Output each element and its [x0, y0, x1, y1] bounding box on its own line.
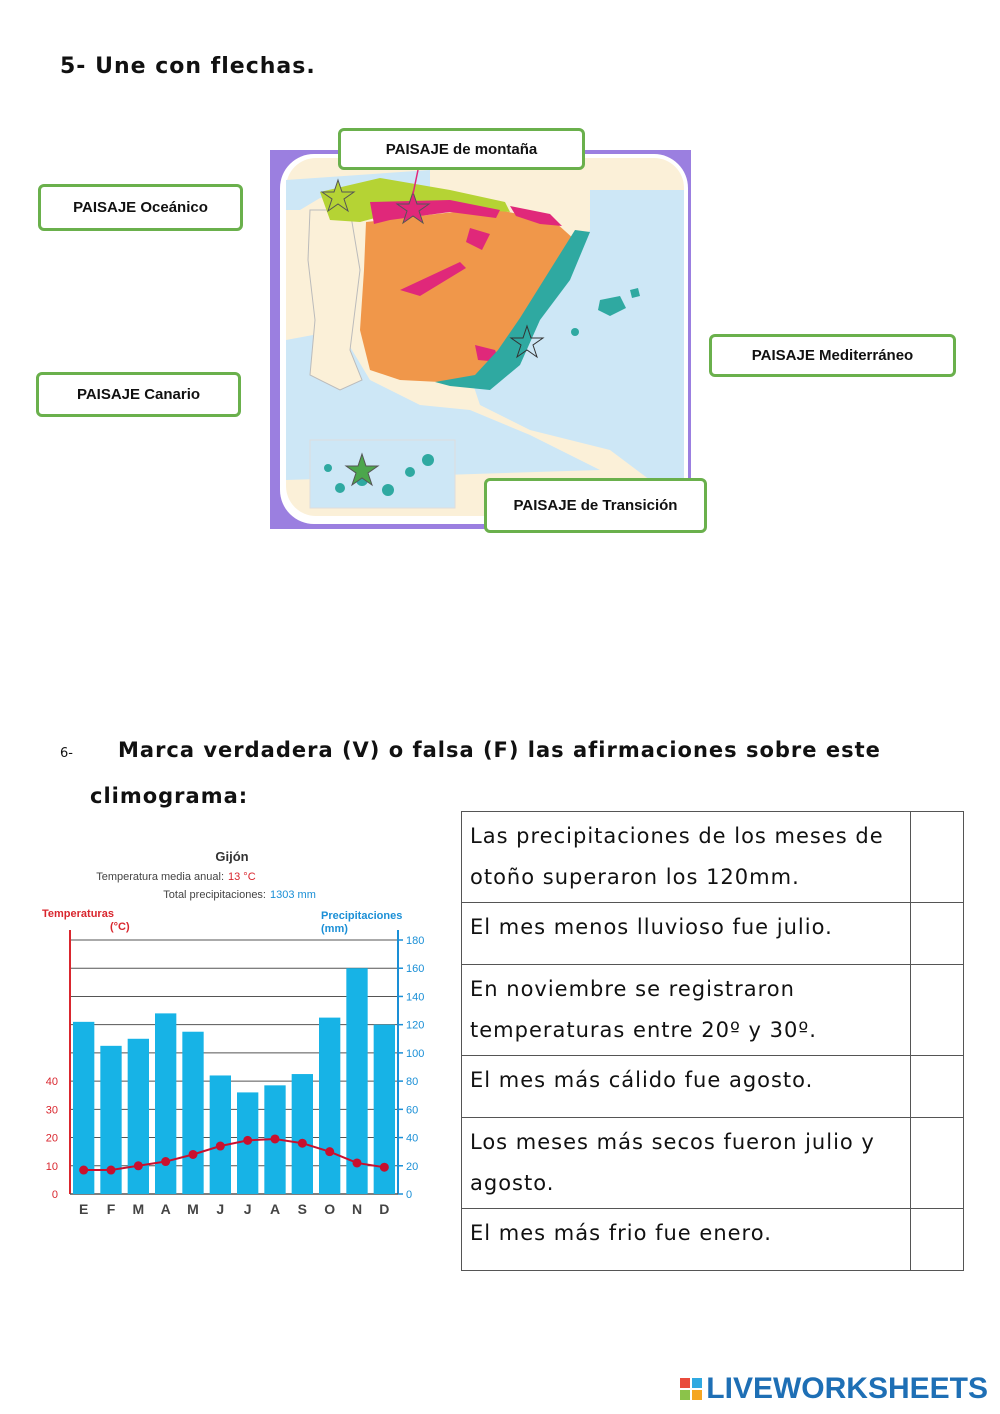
answer-cell[interactable] [911, 965, 964, 1056]
statement-text: Los meses más secos fueron julio y agosto. [462, 1118, 911, 1209]
answer-cell[interactable] [911, 1118, 964, 1209]
temperature-point [189, 1150, 198, 1159]
month-label: E [78, 1201, 89, 1217]
question-6-number: 6- [60, 746, 73, 761]
right-tick-label: 140 [406, 991, 425, 1004]
question-6-title-line1: Marca verdadera (V) o falsa (F) las afirmaciones sobre este [118, 738, 881, 762]
temperature-point [161, 1157, 170, 1166]
chart-subtitle-temp-value: 13 °C [228, 871, 256, 883]
temperature-point [243, 1136, 252, 1145]
temperature-point [134, 1161, 143, 1170]
statement-row [462, 903, 964, 965]
month-label: N [351, 1201, 363, 1217]
right-tick-label: 180 [406, 935, 425, 947]
statement-text: Las precipitaciones de los meses de otoño superaron los 120mm. [462, 812, 911, 903]
label-paisaje-canario[interactable]: PAISAJE Canario [36, 372, 241, 417]
statement-text: En noviembre se registraron temperaturas entre 20º y 30º. [462, 965, 911, 1056]
liveworksheets-logo [680, 1372, 988, 1406]
temperature-point [325, 1147, 334, 1156]
chart-subtitle-temp-label: Temperatura media anual: [96, 871, 224, 883]
logo-icon [680, 1378, 702, 1400]
answer-cell[interactable] [911, 812, 964, 903]
month-label: M [187, 1201, 199, 1217]
temperature-point [216, 1142, 225, 1151]
right-tick-label: 0 [406, 1189, 413, 1201]
chart-title: Gijón [215, 849, 249, 864]
spain-landscape-map [270, 150, 691, 529]
precipitation-bar [319, 1018, 340, 1194]
month-label: F [106, 1201, 116, 1217]
answer-cell[interactable] [911, 1056, 964, 1118]
statement-row [462, 1056, 964, 1118]
question-6-title-line2: climograma: [90, 784, 249, 808]
chart-subtitle-prec-value: 1303 mm [270, 889, 316, 901]
label-paisaje-montana[interactable]: PAISAJE de montaña [338, 128, 585, 170]
label-paisaje-transicion[interactable]: PAISAJE de Transición [484, 478, 707, 533]
right-tick-label: 80 [406, 1076, 419, 1089]
temperature-point [298, 1139, 307, 1148]
temperature-point [271, 1134, 280, 1143]
temperature-point [380, 1163, 389, 1172]
month-label: J [216, 1201, 225, 1217]
question-5-title: 5- Une con flechas. [60, 54, 316, 79]
answer-cell[interactable] [911, 1209, 964, 1271]
left-tick-label: 30 [45, 1104, 58, 1117]
left-tick-label: 20 [45, 1132, 58, 1145]
statement-text: El mes más cálido fue agosto. [462, 1056, 911, 1118]
statement-row [462, 965, 964, 1056]
temperature-point [353, 1158, 362, 1167]
right-tick-label: 100 [406, 1047, 425, 1060]
temperature-point [107, 1166, 116, 1175]
chart-right-axis-label-2: (mm) [321, 923, 348, 935]
precipitation-bar [210, 1075, 231, 1194]
chart-left-axis-label-2: (°C) [110, 921, 130, 933]
logo-text: LIVEWORKSHEETS [706, 1372, 988, 1405]
left-tick-label: 40 [45, 1076, 58, 1089]
right-tick-label: 160 [406, 963, 425, 976]
precipitation-bar [155, 1013, 176, 1194]
label-paisaje-oceanico[interactable]: PAISAJE Oceánico [38, 184, 243, 231]
true-false-table [461, 811, 964, 1271]
right-tick-label: 60 [406, 1104, 419, 1117]
chart-subtitle-prec-label: Total precipitaciones: [163, 889, 266, 901]
precipitation-bar [292, 1074, 313, 1194]
month-label: D [379, 1201, 390, 1217]
precipitation-bar [182, 1032, 203, 1194]
precipitation-bar [128, 1039, 149, 1194]
climograma-chart [38, 842, 433, 1222]
chart-right-axis-label-1: Precipitaciones [321, 910, 403, 922]
left-tick-label: 0 [51, 1189, 58, 1201]
right-tick-label: 20 [406, 1160, 419, 1173]
temperature-point [79, 1166, 88, 1175]
statement-row [462, 1209, 964, 1271]
month-label: S [297, 1201, 308, 1217]
month-label: O [324, 1201, 336, 1217]
month-label: A [269, 1201, 281, 1217]
statement-text: El mes más frio fue enero. [462, 1209, 911, 1271]
statement-text: El mes menos lluvioso fue julio. [462, 903, 911, 965]
statement-row [462, 812, 964, 903]
statement-row [462, 1118, 964, 1209]
month-label: M [132, 1201, 145, 1217]
label-paisaje-mediterraneo[interactable]: PAISAJE Mediterráneo [709, 334, 956, 377]
month-label: A [160, 1201, 171, 1217]
right-tick-label: 40 [406, 1132, 419, 1145]
answer-cell[interactable] [911, 903, 964, 965]
month-label: J [243, 1201, 252, 1217]
chart-left-axis-label-1: Temperaturas [42, 908, 114, 920]
right-tick-label: 120 [406, 1019, 425, 1032]
left-tick-label: 10 [45, 1160, 58, 1173]
